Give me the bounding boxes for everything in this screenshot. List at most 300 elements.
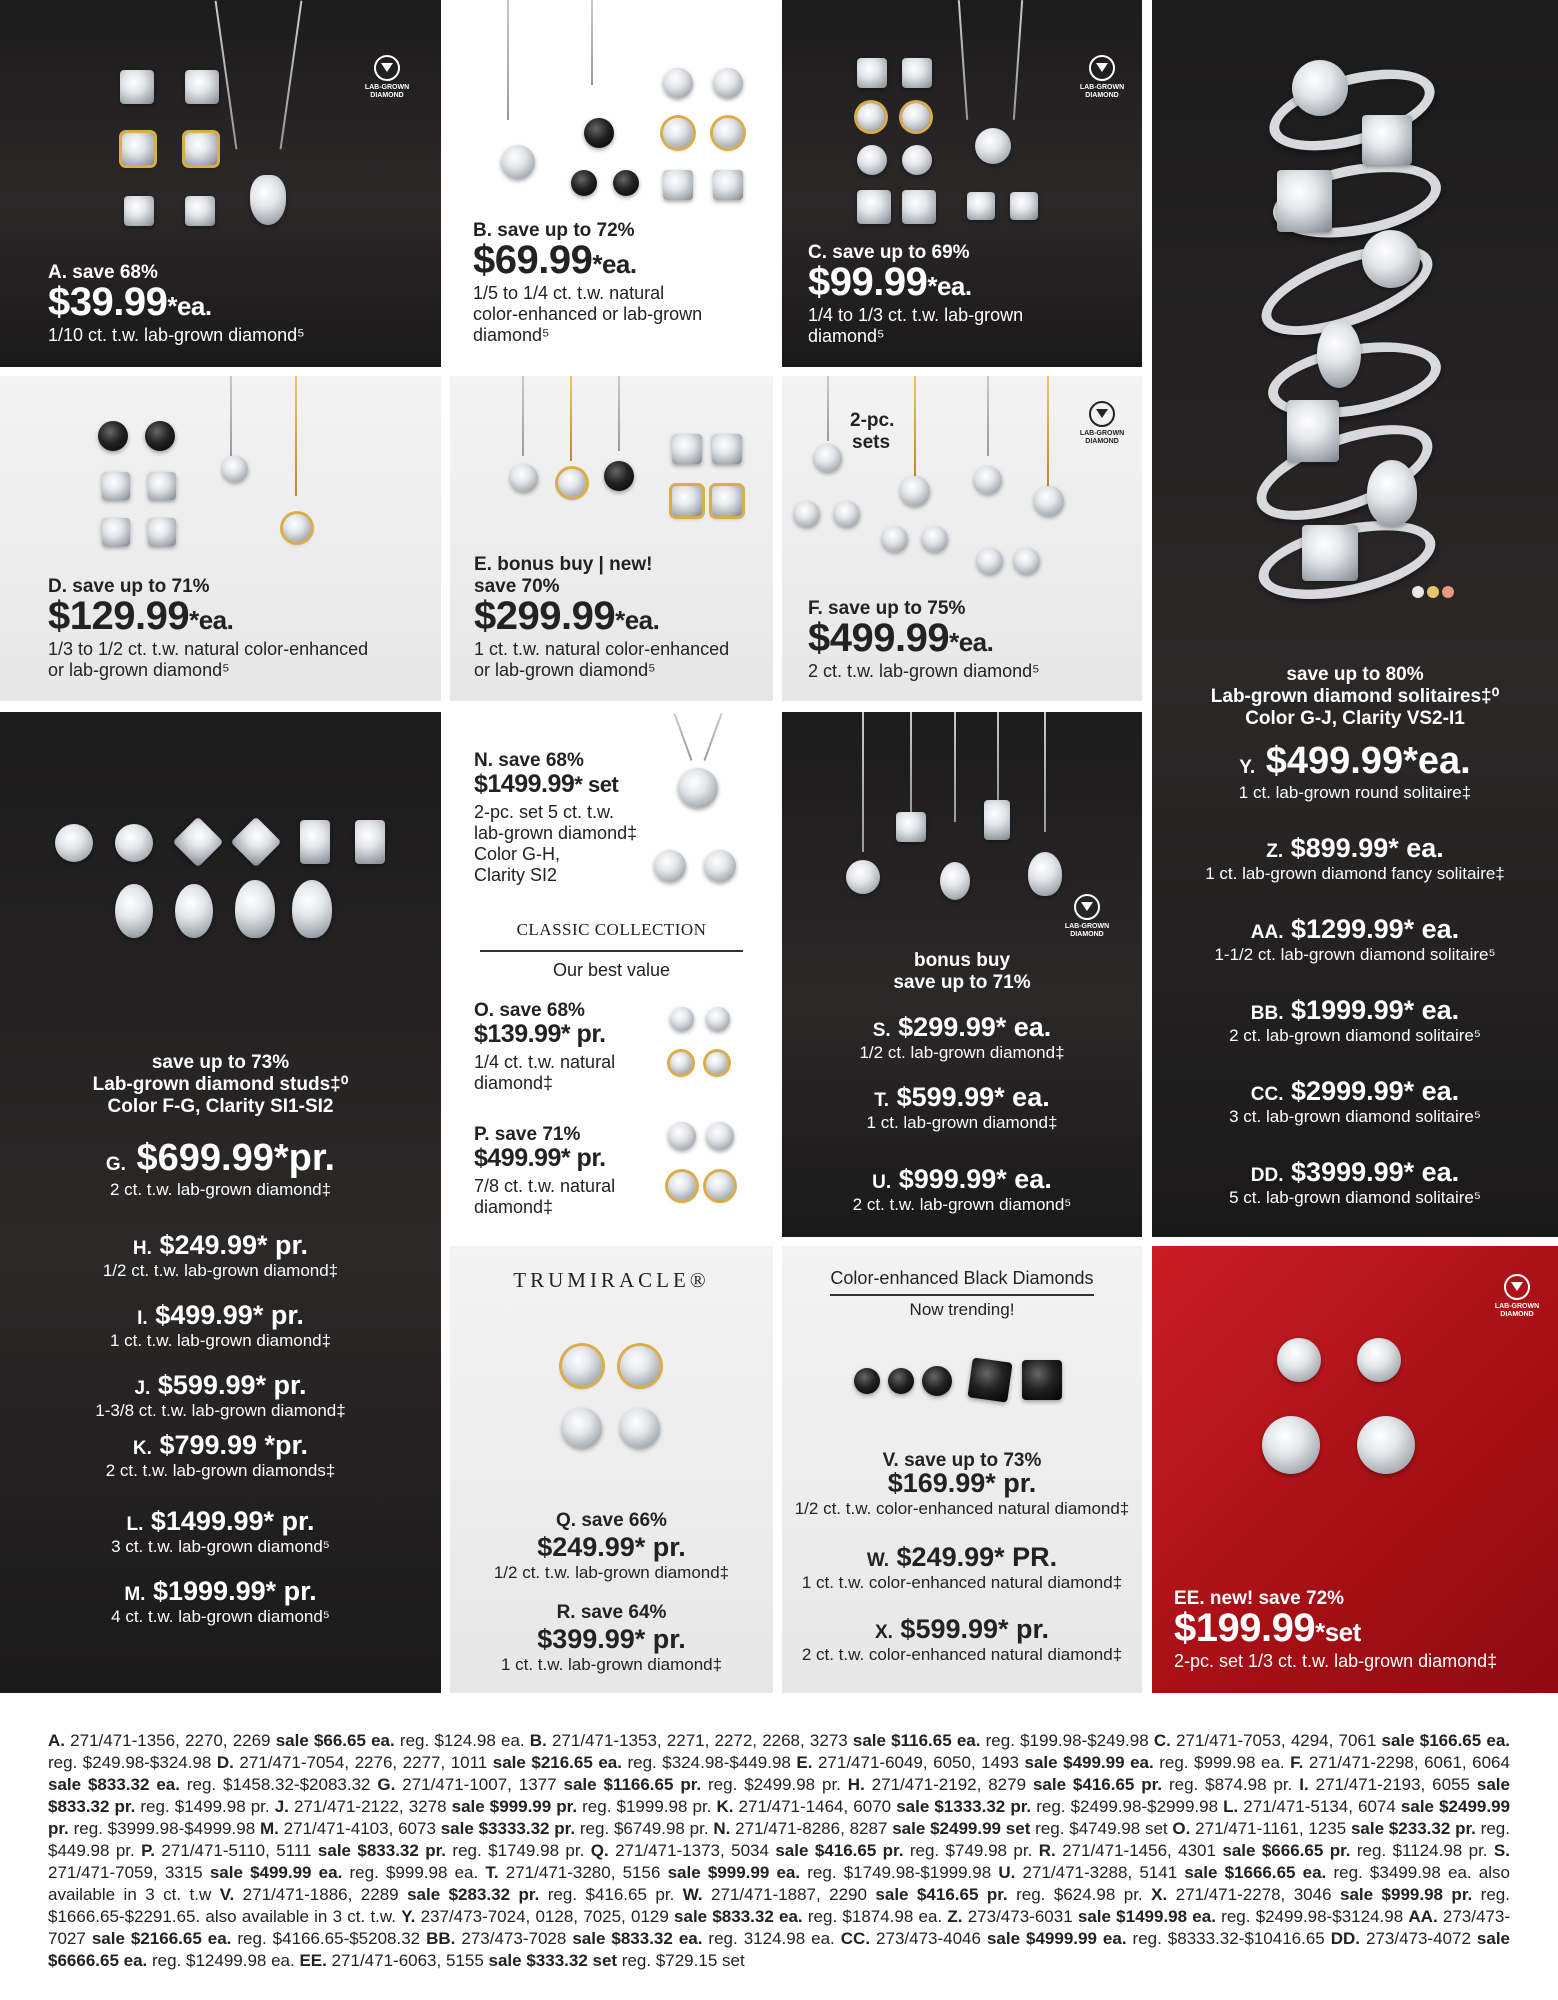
stud-earring-icon	[620, 1346, 660, 1386]
stud-earring-icon	[902, 190, 936, 224]
necklace-chain	[522, 376, 524, 456]
badge-text: DIAMOND	[1070, 931, 1104, 938]
item-price: $799.99 *pr.	[159, 1430, 309, 1460]
sku-letter: R.	[1038, 1841, 1056, 1860]
item-letter: J.	[134, 1378, 151, 1399]
pendant-diamond-icon	[974, 466, 1002, 494]
stud-earring-icon	[706, 1122, 734, 1150]
stud-earring-icon	[857, 190, 891, 224]
tile-pendants[interactable]	[782, 712, 1142, 1237]
item-desc: diamond‡	[474, 1197, 554, 1217]
sale-price: sale $666.65 pr.	[1222, 1841, 1351, 1860]
necklace-chain	[295, 376, 297, 496]
item-letter: K.	[132, 1438, 152, 1459]
item-letter: M.	[124, 1584, 146, 1605]
item-desc: 1/2 ct. t.w. color-enhanced natural diamond‡	[794, 1499, 1130, 1518]
stud-earring-icon	[977, 548, 1003, 574]
pendant-diamond-icon	[283, 514, 311, 542]
item-price: $1999.99* ea.	[1291, 995, 1460, 1025]
stud-item	[0, 1137, 441, 1200]
item-letter: S.	[872, 1020, 891, 1041]
item-label: N. save 68%	[474, 750, 584, 771]
solitaire-item	[1152, 740, 1558, 803]
badge-text: LAB-GROWN	[1064, 923, 1110, 930]
necklace-chain	[280, 1, 303, 150]
ring-diamond-icon	[1277, 170, 1332, 232]
tile-classic-collection[interactable]	[450, 712, 773, 1235]
fine-print-entry: Y. 237/473-7024, 0128, 7025, 0129 sale $833.32 ea. reg. $1874.98 ea.	[401, 1907, 948, 1926]
item-price: $249.99* pr.	[159, 1230, 309, 1260]
tile-d[interactable]	[0, 376, 441, 701]
price-value: $499.99	[808, 616, 950, 660]
sale-price: sale $833.32 ea.	[572, 1929, 703, 1948]
stud-earring-icon	[794, 501, 820, 527]
fine-print-entry: C. 271/471-7053, 4294, 7061 sale $166.65 ea. reg. $249.98-$324.98	[48, 1731, 1511, 1772]
item-price: $699.99*pr.	[136, 1137, 336, 1179]
item-label: B. save up to 72%	[473, 220, 635, 241]
item-price: $399.99* pr.	[537, 1624, 686, 1654]
necklace-chain	[827, 376, 829, 441]
item-price: $999.99* ea.	[898, 1164, 1052, 1194]
item-desc: 3 ct. lab-grown diamond solitaire⁵	[1229, 1107, 1481, 1126]
metal-color-swatches	[1412, 585, 1454, 603]
sale-price: sale $333.32 set	[488, 1951, 618, 1970]
sku-letter: AA.	[1408, 1907, 1438, 1926]
trumiracle-item	[450, 1602, 773, 1675]
fine-print-entry: CC. 273/473-4046 sale $4999.99 ea. reg. $8333.32-$10416.65	[840, 1929, 1331, 1948]
sale-price: sale $4999.99 ea.	[986, 1929, 1127, 1948]
stud-earring-icon	[1277, 1338, 1321, 1382]
fine-print-entry: W. 271/471-1887, 2290 sale $416.65 pr. reg. $624.98 pr.	[682, 1885, 1152, 1904]
item-label: C. save up to 69%	[808, 242, 970, 263]
sku-letter: P.	[141, 1841, 156, 1860]
section-heading: save up to 80%	[1286, 664, 1424, 685]
sku-letter: T.	[485, 1863, 499, 1882]
stud-earring-icon	[185, 70, 219, 104]
ring-diamond-icon	[1362, 230, 1420, 288]
sku-letter: H.	[847, 1775, 865, 1794]
stud-earring-icon	[115, 884, 153, 938]
pendant-diamond-icon	[940, 862, 970, 900]
fine-print-entry: Z. 273/473-6031 sale $1499.98 ea. reg. $2499.98-$3124.98	[947, 1907, 1409, 1926]
price-unit: *ea.	[592, 249, 637, 279]
stud-earring-icon	[713, 170, 743, 200]
sale-price: sale $999.98 pr.	[1340, 1885, 1473, 1904]
item-price	[48, 594, 233, 639]
pendant-diamond-icon	[896, 812, 926, 842]
sku-letter: CC.	[840, 1929, 871, 1948]
badge-text: DIAMOND	[1085, 438, 1119, 445]
stud-earring-icon	[882, 526, 908, 552]
necklace-chain	[507, 0, 509, 120]
sku-letter: O.	[1172, 1819, 1191, 1838]
item-letter: Z.	[1266, 841, 1284, 862]
item-letter: I.	[137, 1308, 148, 1329]
badge-text: LAB-GROWN	[1494, 1303, 1540, 1310]
item-desc: 1/4 ct. t.w. natural	[474, 1052, 616, 1072]
sku-letter: B.	[529, 1731, 547, 1750]
pendant-diamond-icon	[501, 145, 535, 179]
item-price	[808, 616, 993, 661]
item-price	[48, 280, 212, 325]
item-price	[808, 260, 972, 305]
stud-earring-icon	[115, 824, 153, 862]
stud-earring-icon	[620, 1408, 660, 1448]
sale-price: sale $2499.99 set	[892, 1819, 1031, 1838]
black-item	[782, 1614, 1142, 1665]
badge-text: LAB-GROWN	[364, 84, 410, 91]
fine-print-entry: T. 271/471-3280, 5156 sale $999.99 ea. reg. $1749.98-$1999.98	[485, 1863, 999, 1882]
item-letter: T.	[874, 1090, 890, 1111]
pendant-item	[782, 1012, 1142, 1063]
item-label: R. save 64%	[556, 1602, 667, 1623]
lab-grown-badge	[352, 55, 422, 100]
price-value: $129.99	[48, 594, 190, 638]
item-label: E. bonus buy | new!	[474, 554, 653, 575]
fine-print-entry: S. 271/471-7059, 3315 sale $499.99 ea. reg. $999.98 ea.	[48, 1841, 1510, 1882]
pendant-diamond-icon	[1028, 852, 1062, 896]
black-stud-icon	[922, 1366, 952, 1396]
item-price: $139.99* pr.	[474, 1020, 606, 1048]
sale-price: sale $416.65 pr.	[775, 1841, 904, 1860]
sale-price: sale $499.99 ea.	[1024, 1753, 1154, 1772]
item-desc: 2 ct. t.w. lab-grown diamond⁵	[852, 1195, 1072, 1214]
necklace-chain	[987, 376, 989, 456]
item-desc: 1-3/8 ct. t.w. lab-grown diamond‡	[95, 1401, 346, 1420]
sku-letter: F.	[1290, 1753, 1304, 1772]
necklace-chain	[570, 376, 572, 461]
item-desc: 2 ct. t.w. lab-grown diamonds‡	[105, 1461, 336, 1480]
stud-item	[0, 1370, 441, 1421]
item-letter: BB.	[1250, 1003, 1284, 1024]
necklace-chain	[591, 0, 593, 85]
item-desc: 2 ct. t.w. lab-grown diamond⁵	[808, 661, 1040, 681]
stud-earring-icon	[120, 70, 154, 104]
pendant-diamond-icon	[975, 128, 1011, 164]
brand-logo: TRUMIRACLE®	[513, 1268, 710, 1292]
tag-label: 2-pc.	[850, 410, 895, 431]
stud-item	[0, 1576, 441, 1627]
item-desc: 1/10 ct. t.w. lab-grown diamond⁵	[48, 325, 305, 345]
pendant-item	[782, 1082, 1142, 1133]
sale-price: sale $833.32 pr.	[317, 1841, 447, 1860]
pendant-diamond-icon	[984, 800, 1010, 840]
sale-price: sale $3333.32 pr.	[440, 1819, 576, 1838]
section-title: Color-enhanced Black Diamonds	[830, 1268, 1094, 1288]
fine-print-entry: M. 271/471-4103, 6073 sale $3333.32 pr. reg. $6749.98 pr.	[259, 1819, 714, 1838]
fine-print-entry: J. 271/471-2122, 3278 sale $999.99 pr. reg. $1999.98 pr.	[274, 1797, 717, 1816]
ring-icon	[1245, 406, 1444, 540]
sale-price: sale $833.32 ea.	[674, 1907, 803, 1926]
item-price: $1299.99* ea.	[1291, 914, 1460, 944]
swatch-yellow[interactable]	[1427, 586, 1439, 598]
item-desc: 2-pc. set 1/3 ct. t.w. lab-grown diamond‡	[1174, 1651, 1498, 1671]
stud-earring-icon	[713, 118, 743, 148]
item-desc: diamond⁵	[808, 326, 885, 346]
fine-print-entry: V. 271/471-1886, 2289 sale $283.32 pr. reg. $416.65 pr.	[219, 1885, 683, 1904]
stud-earring-icon	[902, 58, 932, 88]
sku-letter: BB.	[426, 1929, 456, 1948]
item-desc: 7/8 ct. t.w. natural	[474, 1176, 616, 1196]
item-price: $3999.99* ea.	[1291, 1157, 1460, 1187]
classic-title: CLASSIC COLLECTION	[516, 920, 707, 939]
black-stud-icon	[888, 1368, 914, 1394]
fine-print-entry: X. 271/471-2278, 3046 sale $999.98 pr. reg. $1666.65-$2291.65. also available in 3 ct. t.w.	[48, 1885, 1510, 1926]
pendant-diamond-icon	[250, 175, 286, 225]
tile-a[interactable]	[0, 0, 441, 367]
stud-earring-icon	[670, 1052, 692, 1074]
stud-earring-icon	[173, 817, 224, 868]
sku-letter: A.	[48, 1731, 65, 1750]
sku-letter: D.	[216, 1753, 234, 1772]
item-price	[473, 238, 637, 283]
item-desc: 1 ct. lab-grown round solitaire‡	[1238, 783, 1472, 802]
ring-icon	[1261, 54, 1443, 166]
item-desc: 1/2 ct. t.w. lab-grown diamond‡	[102, 1261, 339, 1280]
tile-black-diamonds[interactable]	[782, 1246, 1142, 1693]
pendant-diamond-icon	[558, 469, 586, 497]
necklace-chain	[674, 713, 693, 761]
item-desc: 3 ct. t.w. lab-grown diamond⁵	[111, 1537, 330, 1556]
sale-price: sale $416.65 pr.	[1032, 1775, 1163, 1794]
price-unit: *set	[1315, 1617, 1361, 1647]
trumiracle-item	[450, 1510, 773, 1583]
stud-earring-icon	[613, 170, 639, 196]
stud-earring-icon	[55, 824, 93, 862]
diamond-icon	[1089, 401, 1115, 427]
swatch-white[interactable]	[1412, 586, 1424, 598]
fine-print-entry: DD. 273/473-4072 sale $6666.65 ea. reg. $12499.98 ea.	[48, 1929, 1510, 1970]
price-value: $299.99	[474, 594, 616, 638]
sku-letter: N.	[713, 1819, 731, 1838]
stud-earring-icon	[148, 472, 176, 500]
item-desc: Clarity SI2	[474, 865, 558, 885]
black-stud-icon	[854, 1368, 880, 1394]
fine-print-entry: A. 271/471-1356, 2270, 2269 sale $66.65 ea. reg. $124.98 ea.	[48, 1731, 530, 1750]
item-desc: 2-pc. set 5 ct. t.w.	[474, 802, 615, 822]
stud-earring-icon	[706, 1007, 730, 1031]
price-unit: *ea.	[615, 605, 660, 635]
fine-print-entry: K. 271/471-1464, 6070 sale $1333.32 pr. reg. $2499.98-$2999.98	[716, 1797, 1224, 1816]
item-desc: 1 ct. t.w. lab-grown diamond‡	[109, 1331, 332, 1350]
item-letter: X.	[874, 1622, 893, 1643]
ring-diamond-icon	[1287, 400, 1339, 462]
sku-letter: G.	[377, 1775, 396, 1794]
tile-solitaires[interactable]	[1152, 0, 1558, 1237]
stud-earring-icon	[148, 518, 176, 546]
stud-earring-icon	[857, 103, 885, 131]
swatch-rose[interactable]	[1442, 586, 1454, 598]
item-desc: 1/2 ct. lab-grown diamond‡	[859, 1043, 1065, 1062]
fine-print-entry: D. 271/471-7054, 2276, 2277, 1011 sale $216.65 ea. reg. $324.98-$449.98	[216, 1753, 797, 1772]
fine-print-entry: F. 271/471-2298, 6061, 6064 sale $833.32 ea. reg. $1458.32-$2083.32	[48, 1753, 1510, 1794]
item-label: A. save 68%	[48, 262, 158, 283]
stud-earring-icon	[175, 884, 213, 938]
stud-earring-icon	[668, 1122, 696, 1150]
fine-print-entry: Q. 271/471-1373, 5034 sale $416.65 pr. reg. $749.98 pr.	[590, 1841, 1039, 1860]
stud-earring-icon	[670, 1007, 694, 1031]
item-price: $249.99* pr.	[537, 1532, 686, 1562]
diamond-icon	[1504, 1274, 1530, 1300]
necklace-chain	[230, 376, 232, 456]
black-stud-icon	[1022, 1360, 1062, 1400]
item-desc: diamond⁵	[473, 325, 550, 345]
item-desc: 2 ct. t.w. lab-grown diamond‡	[109, 1180, 332, 1199]
sku-letter: C.	[1153, 1731, 1171, 1750]
ring-diamond-icon	[1317, 320, 1361, 388]
diamond-icon	[374, 55, 400, 81]
black-item	[782, 1542, 1142, 1593]
black-stud-icon	[967, 1357, 1012, 1402]
tile-b[interactable]	[441, 0, 782, 367]
tile-trumiracle[interactable]	[450, 1246, 773, 1693]
sku-letter: V.	[219, 1885, 235, 1904]
sku-letter: J.	[274, 1797, 289, 1816]
pendant-diamond-icon	[678, 768, 718, 808]
necklace-chain	[862, 712, 864, 852]
item-desc: 1 ct. t.w. color-enhanced natural diamond‡	[801, 1573, 1123, 1592]
solitaire-item	[1152, 995, 1558, 1046]
item-price	[474, 770, 618, 799]
stud-earring-icon	[185, 196, 215, 226]
section-heading: Color F-G, Clarity SI1-SI2	[107, 1096, 334, 1117]
section-heading: bonus buy	[913, 950, 1011, 971]
stud-earring-icon	[654, 850, 686, 882]
necklace-chain	[618, 376, 620, 451]
item-letter: W.	[866, 1550, 890, 1571]
sale-price: sale $66.65 ea.	[275, 1731, 395, 1750]
stud-item	[0, 1300, 441, 1351]
stud-item	[0, 1506, 441, 1557]
item-price: $599.99* pr.	[900, 1614, 1050, 1644]
price-unit: *ea.	[167, 291, 212, 321]
necklace-chain	[1047, 376, 1049, 486]
item-desc: 1 ct. t.w. lab-grown diamond‡	[500, 1655, 723, 1674]
fine-print-entry: AA. 273/473-7027 sale $2166.65 ea. reg. $4166.65-$5208.32	[48, 1907, 1511, 1948]
stud-earring-icon	[562, 1408, 602, 1448]
stud-earring-icon	[98, 421, 128, 451]
stud-earring-icon	[857, 145, 887, 175]
lab-grown-badge	[1067, 401, 1137, 446]
necklace-chain	[914, 376, 916, 476]
item-desc: 1-1/2 ct. lab-grown diamond solitaire⁵	[1214, 945, 1496, 964]
item-price: $499.99*ea.	[1265, 740, 1471, 782]
item-desc: 2 ct. lab-grown diamond solitaire⁵	[1229, 1026, 1481, 1045]
stud-earring-icon	[185, 133, 217, 165]
sale-price: sale $499.99 ea.	[209, 1863, 343, 1882]
section-heading: Color G-J, Clarity VS2-I1	[1245, 708, 1465, 729]
stud-earring-icon	[102, 472, 130, 500]
tile-ee[interactable]	[1152, 1246, 1558, 1693]
sale-price: sale $233.32 pr.	[1350, 1819, 1476, 1838]
badge-text: DIAMOND	[370, 92, 404, 99]
item-desc: or lab-grown diamond⁵	[474, 660, 656, 680]
tile-studs[interactable]	[0, 712, 441, 1693]
item-desc: 1 ct. lab-grown diamond fancy solitaire‡	[1205, 864, 1505, 883]
item-desc: Color G-H,	[474, 844, 561, 864]
item-desc: 1/2 ct. t.w. lab-grown diamond‡	[493, 1563, 730, 1582]
tile-e[interactable]	[450, 376, 773, 701]
sale-price: sale $833.32 ea.	[48, 1775, 180, 1794]
item-price	[474, 594, 659, 639]
stud-earring-icon	[231, 817, 282, 868]
item-label: V. save up to 73%	[882, 1450, 1042, 1471]
item-price: $299.99* ea.	[898, 1012, 1052, 1042]
price-value: $199.99	[1174, 1606, 1316, 1650]
tile-c[interactable]	[782, 0, 1142, 367]
item-price: $499.99* pr.	[155, 1300, 304, 1330]
ring-diamond-icon	[1367, 460, 1417, 526]
item-desc: 1 ct. t.w. natural color-enhanced	[474, 639, 730, 659]
sku-letter: U.	[998, 1863, 1016, 1882]
item-label: D. save up to 71%	[48, 576, 210, 597]
solitaire-item	[1152, 833, 1558, 884]
fine-print-entry: EE. 271/471-6063, 5155 sale $333.32 set reg. $729.15 set	[299, 1951, 745, 1970]
sale-price: sale $2499.99 pr.	[48, 1797, 1510, 1838]
stud-earring-icon	[122, 133, 154, 165]
pendant-black-diamond-icon	[584, 118, 614, 148]
sale-price: sale $6666.65 ea.	[48, 1929, 1510, 1970]
price-unit: *ea.	[949, 627, 994, 657]
badge-text: LAB-GROWN	[1079, 430, 1125, 437]
stud-earring-icon	[663, 170, 693, 200]
fine-print-entry: P. 271/471-5110, 5111 sale $833.32 pr. reg. $1749.98 pr.	[141, 1841, 591, 1860]
pendant-black-diamond-icon	[604, 461, 634, 491]
item-label: O. save 68%	[474, 1000, 585, 1021]
sku-letter: S.	[1493, 1841, 1510, 1860]
fine-print-entry: B. 271/471-1353, 2271, 2272, 2268, 3273 sale $116.65 ea. reg. $199.98-$249.98	[529, 1731, 1154, 1750]
ring-diamond-icon	[1362, 115, 1412, 165]
item-price: $599.99* ea.	[896, 1082, 1050, 1112]
item-price: $2999.99* ea.	[1291, 1076, 1460, 1106]
sale-price: sale $1499.98 ea.	[1077, 1907, 1216, 1926]
stud-earring-icon	[672, 434, 702, 464]
tile-f[interactable]	[782, 376, 1142, 701]
lab-grown-badge	[1482, 1274, 1552, 1319]
item-label: P. save 71%	[474, 1124, 581, 1145]
sku-letter: M.	[259, 1819, 279, 1838]
item-letter: Y.	[1239, 757, 1256, 778]
necklace-chain	[910, 712, 912, 812]
stud-earring-icon	[902, 145, 932, 175]
item-desc: 2 ct. t.w. color-enhanced natural diamond‡	[801, 1645, 1123, 1664]
stud-earring-icon	[834, 501, 860, 527]
stud-earring-icon	[663, 68, 693, 98]
classic-subtitle: Our best value	[552, 960, 671, 980]
ring-diamond-icon	[1292, 60, 1348, 116]
sku-letter: X.	[1151, 1885, 1168, 1904]
necklace-chain	[997, 712, 999, 802]
pendant-diamond-icon	[900, 476, 930, 506]
tag-label: sets	[852, 432, 891, 453]
item-desc: color-enhanced or lab-grown	[473, 304, 703, 324]
item-price: $499.99* pr.	[474, 1144, 606, 1172]
price-value: $1499.99	[474, 770, 575, 798]
stud-earring-icon	[1014, 548, 1040, 574]
stud-item	[0, 1230, 441, 1281]
price-unit: *ea.	[927, 271, 972, 301]
sku-letter: Q.	[590, 1841, 609, 1860]
sku-letter: I.	[1299, 1775, 1309, 1794]
item-price: $1999.99* pr.	[152, 1576, 317, 1606]
stud-earring-icon	[706, 1172, 734, 1200]
item-desc: 1 ct. lab-grown diamond‡	[866, 1113, 1058, 1132]
stud-earring-icon	[102, 518, 130, 546]
stud-earring-icon	[672, 486, 702, 516]
fine-print-entry: O. 271/471-1161, 1235 sale $233.32 pr. reg. $449.98 pr.	[48, 1819, 1510, 1860]
sale-price: sale $166.65 ea.	[1381, 1731, 1511, 1750]
item-letter: DD.	[1250, 1165, 1284, 1186]
